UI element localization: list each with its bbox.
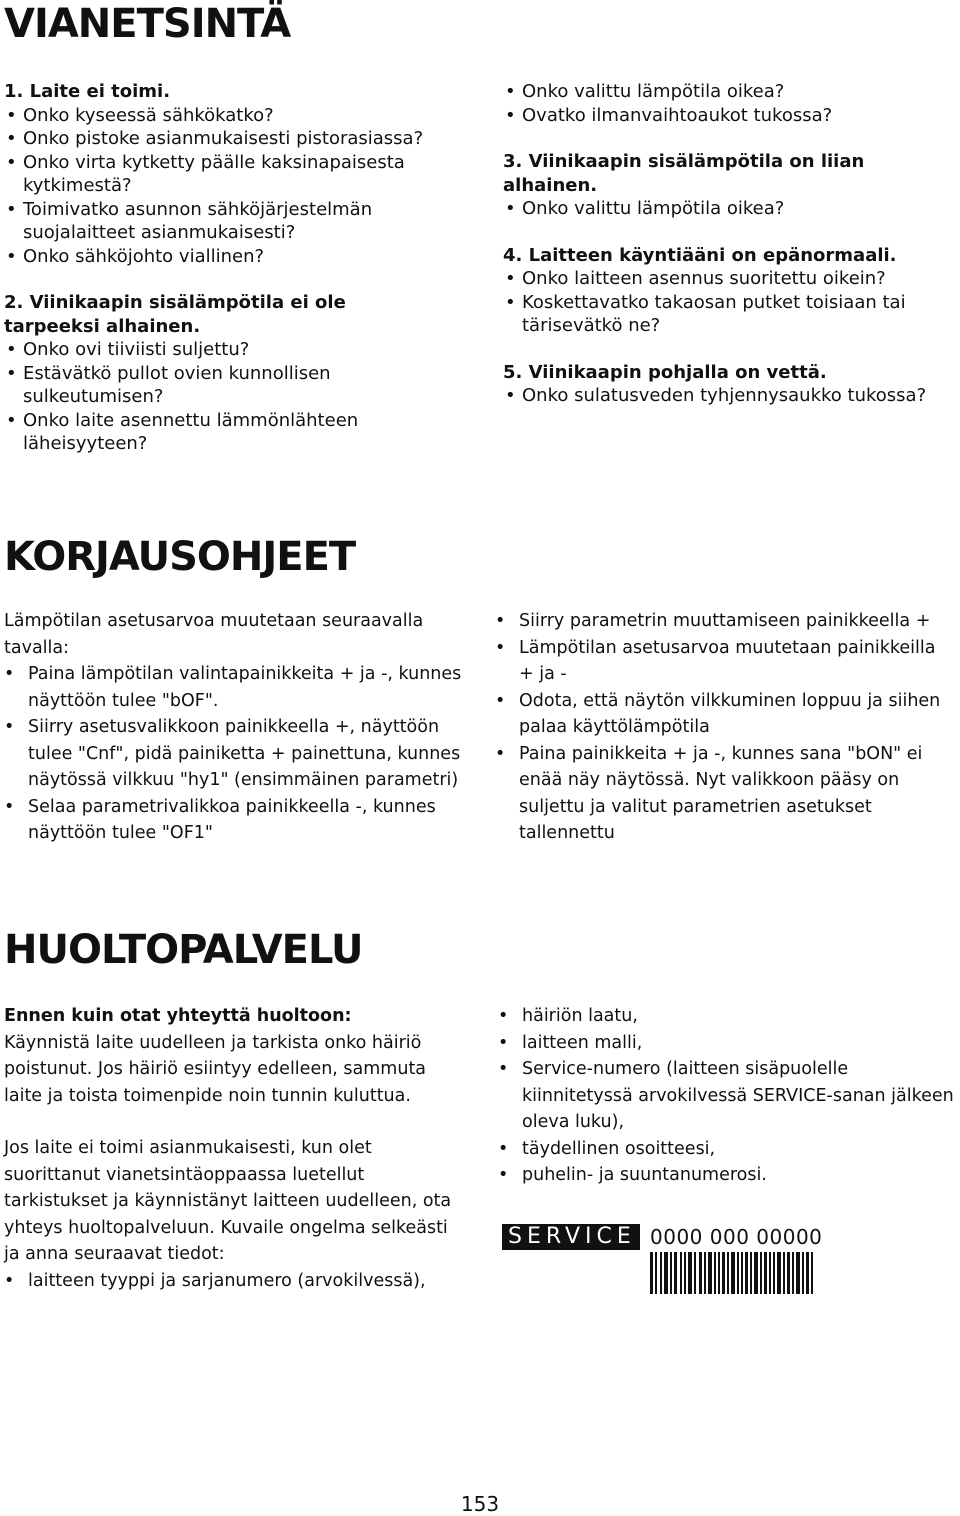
bullet-text: Onko ovi tiiviisti suljettu? <box>23 339 250 360</box>
service-label: SERVICE <box>502 1224 640 1250</box>
title-troubleshooting: VIANETSINTÄ <box>4 1 291 47</box>
bullet-text: Onko virta kytketty päälle kaksinapaisesta kytkimestä? <box>23 151 405 196</box>
bullet-item <box>4 198 434 245</box>
bullet-text: Odota, että näytön vilkkuminen loppuu ja siihen palaa käyttölämpötila <box>519 690 941 737</box>
bullet-icon: • <box>6 409 17 431</box>
bullet-icon: • <box>505 198 516 219</box>
title-repair: KORJAUSOHJEET <box>4 534 356 580</box>
bullet-text: Onko laitteen asennus suoritettu oikein? <box>522 268 886 289</box>
bullet-icon: • <box>495 637 506 658</box>
bullet-text: Siirry parametrin muuttamiseen painikkeella + <box>519 611 931 631</box>
bullet-text: laitteen malli, <box>522 1032 643 1053</box>
page-number: 153 <box>460 1492 500 1516</box>
bullet-item <box>503 80 953 104</box>
bullet-item <box>4 714 466 794</box>
service-right-column <box>498 1003 958 1189</box>
bullet-item <box>498 1136 958 1163</box>
spacer <box>503 127 953 150</box>
paragraph: Käynnistä laite uudelleen ja tarkista onko häiriö poistunut. Jos häiriö esiintyy edelleen, sammuta laite ja toista toimenpide noin tunnin kuluttua. <box>4 1032 427 1106</box>
bullet-item <box>498 1162 958 1189</box>
bullet-icon: • <box>4 796 15 817</box>
bullet-icon: • <box>505 268 516 289</box>
bullet-text: Estävätkö pullot ovien kunnollisen sulkeutumisen? <box>23 362 331 407</box>
bullet-icon: • <box>6 362 17 384</box>
bullet-icon: • <box>498 1006 509 1026</box>
bullet-item <box>4 104 434 128</box>
bullet-item <box>495 608 955 635</box>
bullet-item <box>4 362 434 409</box>
spacer <box>503 221 953 244</box>
subheading: Ennen kuin otat yhteyttä huoltoon: <box>4 1006 352 1026</box>
subheading: 3. Viinikaapin sisälämpötila on liian alhainen. <box>503 151 865 196</box>
bullet-icon: • <box>6 245 17 267</box>
bullet-text: täydellinen osoitteesi, <box>522 1138 716 1159</box>
spacer <box>4 1109 464 1135</box>
bullet-text: häiriön laatu, <box>522 1006 638 1026</box>
subheading: 5. Viinikaapin pohjalla on vettä. <box>503 361 827 383</box>
bullet-item <box>503 104 953 128</box>
bullet-text: Service-numero (laitteen sisäpuolelle kiinnitetyssä arvokilvessä SERVICE-sanan jälkeen oleva luku), <box>522 1059 954 1132</box>
bullet-icon: • <box>505 81 516 102</box>
subheading: 4. Laitteen käyntiääni on epänormaali. <box>503 244 897 266</box>
bullet-icon: • <box>505 104 516 126</box>
bullet-icon: • <box>498 1165 509 1185</box>
bullet-icon: • <box>495 690 506 711</box>
bullet-item <box>4 794 466 847</box>
bullet-text: Onko valittu lämpötila oikea? <box>522 81 785 102</box>
paragraph: Jos laite ei toimi asianmukaisesti, kun olet suorittanut vianetsintäoppaassa luetellut tarkistukset ja käynnistänyt laitteen uudelleen, ota yhteys huoltopalveluun. Kuvaile ongelma selkeästi ja anna seuraavat tiedot: <box>4 1138 452 1264</box>
bullet-text: Onko valittu lämpötila oikea? <box>522 198 785 219</box>
bullet-text: Onko sähköjohto viallinen? <box>23 245 265 267</box>
service-left-column <box>4 1003 464 1294</box>
bullet-item <box>4 661 466 714</box>
troubleshooting-left-column <box>4 80 434 456</box>
bullet-item <box>503 291 953 338</box>
repair-left-column <box>4 608 466 847</box>
bullet-icon: • <box>505 385 516 406</box>
bullet-item <box>4 409 434 456</box>
bullet-icon: • <box>498 1032 509 1053</box>
bullet-icon: • <box>4 664 15 684</box>
bullet-text: Toimivatko asunnon sähköjärjestelmän suojalaitteet asianmukaisesti? <box>23 198 373 243</box>
bullet-item <box>503 197 953 221</box>
bullet-item <box>503 267 953 291</box>
bullet-item <box>498 1056 958 1136</box>
bullet-item <box>4 127 434 151</box>
bullet-text: Onko sulatusveden tyhjennysaukko tukossa? <box>522 385 927 406</box>
bullet-icon: • <box>498 1059 509 1079</box>
bullet-text: laitteen tyyppi ja sarjanumero (arvokilvessä), <box>28 1270 426 1291</box>
bullet-text: Ovatko ilmanvaihtoaukot tukossa? <box>522 104 833 126</box>
bullet-item <box>503 384 953 408</box>
bullet-icon: • <box>495 611 506 631</box>
bullet-icon: • <box>6 151 17 173</box>
bullet-text: puhelin- ja suuntanumerosi. <box>522 1165 767 1185</box>
bullet-text: Onko kyseessä sähkökatko? <box>23 104 274 126</box>
bullet-text: Selaa parametrivalikkoa painikkeella -, kunnes näyttöön tulee "OF1" <box>28 796 436 843</box>
bullet-item <box>4 338 434 362</box>
bullet-icon: • <box>6 128 17 149</box>
bullet-text: Siirry asetusvalikkoon painikkeella +, näyttöön tulee "Cnf", pidä painiketta + painettuna, kunnes näytössä vilkkuu "hy1" (ensimmäinen parametri) <box>28 717 461 790</box>
bullet-item <box>4 1268 464 1295</box>
bullet-text: Paina lämpötilan valintapainikkeita + ja -, kunnes näyttöön tulee "bOF". <box>28 664 462 711</box>
bullet-item <box>495 741 955 847</box>
title-service: HUOLTOPALVELU <box>4 927 363 973</box>
bullet-text: Koskettavatko takaosan putket toisiaan tai tärisevätkö ne? <box>522 291 906 336</box>
bullet-item <box>498 1030 958 1057</box>
barcode-image <box>650 1252 813 1294</box>
bullet-icon: • <box>6 198 17 220</box>
spacer <box>503 338 953 361</box>
bullet-text: Paina painikkeita + ja -, kunnes sana "bON" ei enää näy näytössä. Nyt valikkoon pääsy on suljettu ja valitut parametrien asetukset tallennettu <box>519 743 923 843</box>
bullet-icon: • <box>6 104 17 126</box>
repair-right-column <box>495 608 955 847</box>
bullet-text: Lämpötilan asetusarvoa muutetaan painikkeilla + ja - <box>519 637 936 684</box>
bullet-icon: • <box>505 291 516 313</box>
bullet-item <box>4 245 434 269</box>
bullet-icon: • <box>4 1270 15 1291</box>
troubleshooting-right-column <box>503 80 953 408</box>
paragraph: Lämpötilan asetusarvoa muutetaan seuraavalla tavalla: <box>4 611 424 658</box>
bullet-icon: • <box>6 339 17 360</box>
bullet-item <box>498 1003 958 1030</box>
bullet-item <box>495 688 955 741</box>
bullet-icon: • <box>495 743 506 764</box>
bullet-item <box>4 151 434 198</box>
bullet-icon: • <box>4 717 15 737</box>
spacer <box>4 268 434 291</box>
bullet-text: Onko pistoke asianmukaisesti pistorasiassa? <box>23 128 424 149</box>
service-number: 0000 000 00000 <box>650 1225 823 1249</box>
bullet-text: Onko laite asennettu lämmönlähteen läheisyyteen? <box>23 409 359 454</box>
subheading: 2. Viinikaapin sisälämpötila ei ole tarpeeksi alhainen. <box>4 292 346 337</box>
bullet-item <box>495 635 955 688</box>
bullet-icon: • <box>498 1138 509 1159</box>
subheading: 1. Laite ei toimi. <box>4 81 171 102</box>
